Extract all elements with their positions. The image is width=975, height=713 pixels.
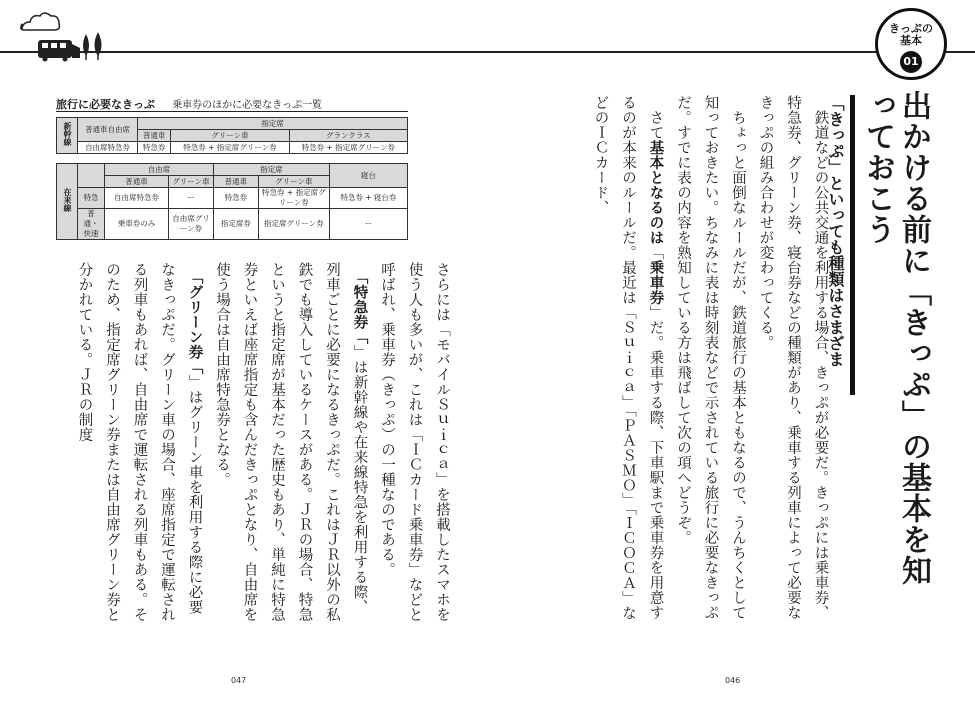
table-cell: 特急券 + 指定席グリーン券: [258, 188, 329, 209]
table-cell: 指定席グリーン券: [258, 209, 329, 240]
col-header: 普通車: [138, 130, 171, 142]
table-cell: 特急券: [138, 142, 171, 154]
table-caption: [56, 96, 416, 112]
col-header: 普通車自由席: [78, 118, 138, 142]
paragraph: さらには「モバイルＳｕｉｃａ」を搭載したスマホを使う人も多いが、これは「ＩＣカード乗車券」などと呼ばれ、乗車券（きっぷ）の一種なのである。: [379, 262, 450, 622]
table-cell: 自由席グリーン券: [169, 209, 214, 240]
col-header: 指定席: [138, 118, 408, 130]
bold-term: 乗車券: [647, 260, 664, 305]
train-icon: [38, 40, 80, 62]
page-number-left: 047: [231, 676, 247, 685]
badge-line2: 基本: [900, 34, 922, 47]
corner-cell: [78, 164, 105, 188]
paragraph: 「特急券「」は新幹線や在来線特急を利用する際、列車ごとに必要になるきっぷだ。これはＪＲ以外の私鉄でも導入しているケースがある。ＪＲの場合、特急というと指定席が基本だった歴史もあり、単純に特急券といえば座席指定も含んだきっぷとなり、自由席を使う場合は自由席特急券となる。: [214, 262, 368, 622]
body-text-left: [70, 262, 455, 627]
table-cell: 特急券 + 指定席グリーン券: [171, 142, 289, 154]
table-cell: 特急券 + 指定席グリーン券: [289, 142, 407, 154]
side-label: 在来線: [57, 164, 78, 240]
bold-term: 特急券: [351, 284, 368, 330]
col-header: 自由席: [105, 164, 214, 176]
paragraph: さて基本となるのは「乗車券」だ。乗車する際、下車駅まで乗車券を用意するのが本来のルールだ。最近は「Ｓｕｉｃａ」「ＰＡＳＭＯ」「ＩＣＯＣＡ」などのＩＣカード、: [592, 95, 664, 621]
table-cell: 指定席券: [214, 209, 259, 240]
train-illustration: [16, 8, 106, 68]
col-header: グリーン車: [258, 176, 329, 188]
section-subtitle: 「きっぷ」といっても種類はさまざま: [824, 95, 855, 395]
row-header: 特急: [78, 188, 105, 209]
table-title: 旅行に必要なきっぷ: [56, 98, 155, 111]
table-cell: 自由席特急券: [78, 142, 138, 154]
section-badge: [875, 8, 947, 80]
col-header: 指定席: [214, 164, 330, 176]
table-cell: 乗車券のみ: [105, 209, 169, 240]
bold-term: グリーン券: [186, 284, 203, 360]
paragraph: 鉄道などの公共交通を利用する場合、きっぷが必要だ。きっぷには乗車券、特急券、グリーン券、寝台券などの種類があり、乗車する列車によって必要なきっぷの組み合わせが変わってくる。: [757, 95, 829, 620]
col-header: グリーン車: [171, 130, 289, 142]
table-cell: 自由席特急券: [105, 188, 169, 209]
page-number-right: 046: [725, 676, 741, 685]
row-header: 普通・快速: [78, 209, 105, 240]
shinkansen-table: [56, 117, 408, 154]
table-cell: ー: [169, 188, 214, 209]
table-subtitle: 乗車券のほかに必要なきっぷ一覧: [172, 100, 323, 111]
body-text-right: [586, 95, 834, 625]
col-header: グランクラス: [289, 130, 407, 142]
table-cell: ー: [329, 209, 407, 240]
tree-icon: [83, 32, 102, 60]
col-header: 寝台: [329, 164, 407, 188]
side-label: 新幹線: [57, 118, 78, 154]
paragraph: 「グリーン券「」はグリーン車を利用する際に必要なきっぷだ。グリーン車の場合、座席指定で運転される列車もあれば、自由席で運転される列車もある。そのため、指定席グリーン券または自由席グリーン券と分かれている。ＪＲの制度: [76, 262, 203, 622]
bold-term: 基本となるのは: [647, 140, 664, 245]
col-header: 普通車: [214, 176, 259, 188]
col-header: 普通車: [105, 176, 169, 188]
table-cell: 特急券: [214, 188, 259, 209]
page-title: 出かける前に「きっぷ」の基本を知っておこう: [860, 90, 931, 586]
header-rule: [0, 51, 975, 53]
table-cell: 特急券 + 寝台券: [329, 188, 407, 209]
col-header: グリーン車: [169, 176, 214, 188]
caption-rule: [56, 111, 408, 112]
badge-line1: きっぷの: [889, 22, 933, 35]
cloud-icon: [21, 13, 60, 30]
paragraph: ちょっと面倒なルールだが、鉄道旅行の基本ともなるので、うんちくとして知っておきたい。ちなみに表は時刻表などで示されている旅行に必要なきっぷだ。すでに表の内容を熟知している方は飛ばして次の項へどうぞ。: [675, 95, 746, 620]
zairaisen-table: [56, 163, 408, 240]
badge-number: 01: [900, 51, 922, 73]
